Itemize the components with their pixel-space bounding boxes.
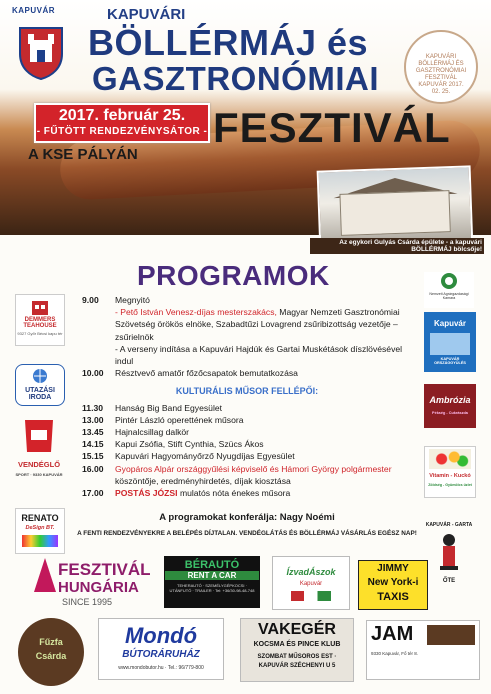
sponsor-logo-renato — [15, 508, 65, 554]
sponsor-sub: 9330 Kapuvár, Fő tér 8. — [371, 651, 419, 656]
cultural-text: Kapui Zsófia, Stift Cynthia, Szücs Ákos — [115, 439, 264, 450]
globe-icon — [32, 368, 48, 384]
title-line-2: GASZTRONÓMIAI — [92, 60, 379, 97]
cultural-heading: KULTURÁLIS MŰSOR FELLÉPŐI: — [175, 386, 319, 397]
festival-word: FESZTIVÁL — [213, 104, 451, 151]
sponsor-name: RENATO — [21, 513, 59, 523]
sponsor-logo-izvadaszok — [272, 556, 350, 610]
program-time: 10.00 — [82, 368, 104, 379]
sponsor-logo-vendeglo — [15, 416, 63, 496]
sponsor-logo-nak — [424, 272, 474, 308]
sponsor-logo-ambrozia — [424, 384, 476, 428]
sponsor-name: VAKEGÉR — [258, 621, 336, 638]
sponsor-sub: ŐTE — [442, 578, 456, 584]
cultural-text: köszöntője, eredményhirdetés, díjak kiosztása — [115, 475, 291, 486]
sponsor-name: Fűzfa — [39, 637, 63, 647]
program-text-highlight: - Pető István Venesz-díjas mesterszakács, — [115, 307, 277, 318]
sponsor-sub: www.mondobutor.hu · Tel.: 96/779-800 — [118, 665, 204, 671]
teahouse-icon — [30, 297, 50, 317]
event-date: 2017. február 25. — [58, 107, 186, 124]
sponsor-name: KAPUVÁR - GARTA — [425, 522, 473, 528]
cultural-text-highlight: Gyopáros Alpár országgyűlési képviselő és Hámori György polgármester — [115, 463, 392, 474]
sponsor-name: VENDÉGLŐ — [17, 460, 61, 469]
sponsor-logo-travel — [15, 364, 65, 406]
cultural-text-highlight: POSTÁS JÓZSI — [115, 488, 178, 499]
cultural-time: 13.45 — [82, 427, 104, 438]
cultural-row — [82, 450, 412, 462]
sponsor-name: DEMMERS TEAHOUSE — [23, 317, 57, 329]
program-text: Megnyitó — [115, 295, 150, 305]
program-text: Résztvevő amatőr főzőcsapatok bemutatkozása — [115, 368, 298, 379]
sponsor-name: FESZTIVÁL — [58, 560, 151, 579]
sponsor-name: ÍzvadÁszok — [286, 567, 336, 577]
sponsor-name: Nemzeti Agrárgazdasági Kamara — [429, 292, 469, 300]
program-schedule — [82, 294, 412, 499]
sponsor-name: BÉRAUTÓ — [184, 559, 240, 571]
sponsor-sub: Zöldség - Gyümölcs üzlet — [428, 483, 472, 487]
cultural-time: 16.00 — [82, 463, 104, 474]
sponsor-name: Kapuvár — [433, 319, 466, 328]
cultural-text: Hajnalcsillag dalkör — [115, 427, 190, 438]
sponsor-sub: Pékség - Cukrászda — [432, 411, 468, 415]
program-row — [82, 343, 412, 367]
sponsor-sub: SINCE 1995 — [62, 597, 113, 607]
program-text: Magyar Nemzeti Gasztronómiai Szövetség örökös elnöke, Szabadtűzi Lovagrend zsűribizottság vezetője – zsűrielnök — [115, 307, 400, 342]
musketeer-icon — [434, 532, 464, 572]
date-banner — [34, 103, 210, 143]
sponsor-name-2: New York-i — [367, 577, 419, 588]
photo-caption: Az egykori Gulyás Csárda épülete - a kapuvári BÖLLÉRMÁJ bölcsője! — [310, 238, 484, 254]
sponsor-name: JIMMY — [377, 563, 409, 574]
host-line: A programokat konferálja: Nagy Noémi — [159, 512, 335, 523]
sponsor-name: JAM — [371, 623, 414, 645]
sponsor-sub: TAXIS — [377, 591, 409, 603]
chamber-icon — [440, 272, 458, 290]
sponsor-sub: SPORT · 9330 KAPUVÁR — [15, 472, 63, 477]
sponsor-name-2: HUNGÁRIA — [58, 579, 139, 596]
sponsor-name: Vitamin - Kuckó — [429, 473, 471, 479]
cultural-time: 14.15 — [82, 439, 104, 450]
program-text: - A verseny indítása a Kapuvári Hajdúk és Gartai Muskétások díszlövésével indul — [115, 343, 403, 367]
sponsor-name: Mondó — [124, 623, 198, 648]
sponsor-logo-mondo — [98, 618, 224, 680]
title-line-1: BÖLLÉRMÁJ és — [88, 22, 369, 63]
program-row — [82, 294, 412, 306]
sponsor-logo-berauto — [164, 556, 260, 608]
cultural-time: 15.15 — [82, 451, 104, 462]
cultural-row — [82, 438, 412, 450]
sponsor-logo-vitamin — [424, 446, 476, 498]
sponsor-sub: KAPUVÁR ORSZÁGGYŰLÉS — [434, 357, 466, 365]
cultural-text: Pintér László operettének műsora — [115, 414, 244, 425]
program-title: PROGRAMOK — [137, 260, 330, 291]
cultural-time: 11.30 — [82, 402, 104, 413]
cultural-text: Hanság Big Band Egyesület — [115, 402, 223, 413]
cultural-row — [82, 414, 412, 426]
rainbow-graphic — [22, 535, 58, 547]
entry-notice: A FENTI RENDEZVÉNYEKRE A BELÉPÉS DÍJTALAN. VENDÉGLÁTÁS ÉS BÖLLÉRMÁJ VÁSÁRLÁS EGÉSZ NAP! — [77, 530, 417, 537]
tower-photo — [430, 333, 470, 355]
sponsor-logo-jam — [366, 620, 480, 680]
crest-caption: KAPUVÁR — [12, 6, 56, 15]
photo-building — [339, 190, 450, 236]
sponsor-logo-fuzfa-csarda — [18, 618, 84, 686]
program-row — [82, 306, 412, 343]
sponsor-sub: SZOMBAT MŰSOROS EST · KAPUVÁR SZÉCHENYI U 5 — [257, 654, 337, 669]
cultural-row — [82, 426, 412, 438]
sponsor-logo-kapuvar — [424, 312, 476, 372]
sponsor-sub: 9327 Győr Bécsi kapu tér — [17, 331, 63, 336]
sponsor-name: UTAZÁSI IRODA — [25, 387, 55, 401]
sponsor-name-2: BÚTORÁRUHÁZ — [122, 649, 200, 660]
sponsor-logo-garta — [424, 522, 474, 590]
stamp-text: KAPUVÁRI BÖLLÉRMÁJ ÉS GASZTRONÓMIAI FESZTIVÁL KAPUVÁR 2017. 02. 25. — [415, 54, 467, 95]
program-row — [82, 367, 412, 379]
sponsor-logo-jimmy-taxis — [358, 560, 428, 610]
town-name: KAPUVÁRI — [107, 6, 186, 23]
sponsor-logo-fesztival-hungaria — [32, 556, 158, 610]
sponsor-name-2: Kapuvár — [299, 581, 323, 587]
sponsor-name: Ambrózia — [429, 395, 471, 405]
sponsor-sub: TEHERAUTÓ · SZEMÉLYGÉPKOCSI · UTÁNFUTÓ · TRAILER · Tel: +36/30-98-48-748 — [169, 583, 255, 593]
sponsor-name-2: Csárda — [35, 651, 67, 661]
flag-ribbon — [291, 591, 331, 601]
cultural-text: mulatós nóta énekes műsora — [177, 488, 291, 499]
sponsor-logo-demmers — [15, 294, 65, 346]
cultural-text: Kapuvári Hagyományőrző Nyugdíjas Egyesület — [115, 451, 295, 462]
sponsor-logo-vakeger — [240, 618, 354, 682]
sponsor-name-2: RENT A CAR — [165, 571, 259, 580]
event-place: A KSE PÁLYÁN — [28, 146, 138, 163]
cultural-time: 13.00 — [82, 414, 104, 425]
sponsor-name-2: KOCSMA ÉS PINCE KLUB — [253, 641, 341, 648]
kapuvar-crest-icon — [16, 24, 66, 80]
program-time: 9.00 — [82, 295, 99, 305]
restaurant-sign-icon — [21, 416, 57, 456]
cultural-time: 17.00 — [82, 488, 104, 499]
cultural-row — [82, 402, 412, 414]
cultural-row — [82, 463, 412, 487]
hat-icon — [34, 558, 56, 594]
fruit-basket-icon — [429, 449, 471, 469]
jam-tag — [427, 625, 475, 645]
event-venue: - FŰTÖTT RENDEZVÉNYSÁTOR - — [36, 126, 208, 137]
festival-stamp-logo — [404, 30, 478, 104]
sponsor-sub: DeSign BT. — [25, 525, 55, 531]
cultural-row — [82, 487, 412, 499]
